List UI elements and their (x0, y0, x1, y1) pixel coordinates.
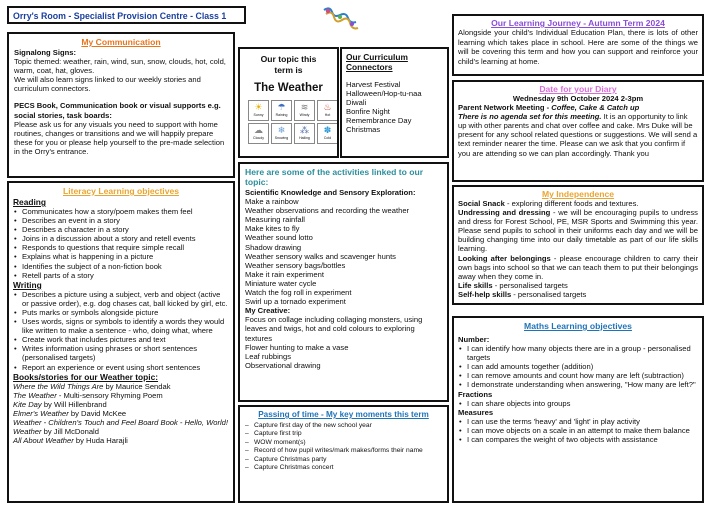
list-item: • I can identify how many objects there are in a group - personalised targets (458, 344, 698, 362)
fractions-title: Fractions (458, 389, 493, 399)
time-list (245, 422, 442, 472)
spiral-decoration-icon (318, 6, 362, 34)
connectors-title: Our Curriculum Connectors (346, 52, 408, 72)
activity-item: Focus on collage including collaging monsters, using leaves and twigs, hot and cold colours to exploring textures (245, 315, 423, 343)
list-item: • I can use the terms 'heavy' and 'light' in play activity (458, 417, 698, 426)
diary-agenda (458, 112, 698, 157)
list-item: – Capture Christmas party (245, 456, 442, 464)
weather-card: ♨ Hot (317, 100, 338, 121)
list-item: – Capture first trip (245, 430, 442, 438)
independence-panel (452, 185, 704, 305)
snow-icon: ❄ (277, 125, 286, 135)
list-item: – Capture first day of the new school year (245, 422, 442, 430)
pecs-title: PECS Book, Communication book or visual supports e.g. social stories, task boards: (14, 101, 221, 120)
cloud-icon: ☁ (254, 125, 263, 135)
activity-item: Swirl up a tornado experiment (245, 297, 346, 307)
list-item: • I can compares the weight of two objects with assistance (458, 435, 698, 444)
page-title-box (7, 6, 246, 24)
activity-item: Miniature water cycle (245, 278, 317, 288)
weather-card: ❄ Snowing (271, 123, 292, 144)
connector-item: Halloween/Hop-tu-naa (346, 89, 422, 99)
book-item: All About Weather by Huda Harajli (13, 436, 128, 446)
writing-title: Writing (13, 279, 42, 290)
connector-item: Remembrance Day (346, 116, 412, 126)
reading-title: Reading (13, 197, 47, 207)
diary-agenda-text: It is an opportunity to link up with other parents and chat over coffee and cake. Mrs Duke will be present for any school related questions or suggestions. We will send a text reminder nearer the time. Please can we ask that you confirm if you are attending so we can plan accordingly. Thank you (458, 112, 698, 158)
weather-card: ≋ Windy (294, 100, 315, 121)
activity-item: Flower hunting to make a vase (245, 342, 349, 352)
weather-card: ⁂ Hailing (294, 123, 315, 144)
list-item: • Communicates how a story/poem makes them feel (13, 207, 229, 216)
list-item: • I can move objects on a scale in an attempt to make them balance (458, 426, 698, 435)
weather-card: ✽ Cold (317, 123, 338, 144)
list-item: – WOW moment(s) (245, 439, 442, 447)
list-item: • I can remove amounts and count how many are left (subtraction) (458, 371, 698, 380)
hail-icon: ⁂ (300, 125, 309, 135)
activity-item: Make kites to fly (245, 224, 300, 234)
hot-icon: ♨ (323, 102, 332, 112)
topic-panel (238, 47, 339, 158)
connector-item: Bonfire Night (346, 107, 390, 117)
activity-item: Leaf rubbings (245, 351, 292, 361)
weather-card: ☀ Sunny (248, 100, 269, 121)
fractions-list (458, 399, 698, 408)
activity-item: Weather observations and recording the weather (245, 206, 410, 216)
writing-list (13, 290, 229, 372)
connector-item: Christmas (346, 125, 381, 135)
pecs-text: Please ask us for any visuals you need to support with home routines, changes or transitions and we will happily prepare these for you or please help yourself to the pre-made selection in the Orry's entrance. (14, 119, 225, 156)
number-list (458, 344, 698, 389)
list-item: – Record of how pupil writes/mark makes/forms their name (245, 447, 442, 455)
wind-icon: ≋ (300, 102, 309, 112)
scientific-title: Scientific Knowledge and Sensory Exploration: (245, 188, 416, 197)
book-item: Where the Wild Things Are by Maurice Sendak (13, 381, 171, 391)
list-item: • Explains what is happening in a picture (13, 252, 229, 261)
snack-item: Social Snack - exploring different foods and textures. (458, 199, 639, 208)
activity-item: Weather sensory bags/bottles (245, 260, 346, 270)
signalong-text-2: We will also learn signs linked to our weekly stories and curriculum connectors. (14, 75, 201, 94)
connector-item: Diwali (346, 98, 367, 108)
literacy-panel (7, 181, 235, 503)
time-heading: Passing of time - My key moments this term (258, 410, 429, 419)
reading-list (13, 207, 229, 280)
activity-item: Measuring rainfall (245, 215, 305, 225)
diary-panel (452, 80, 704, 182)
book-item: Elmer's Weather by David McKee (13, 408, 127, 418)
weather-card: ☂ Raining (271, 100, 292, 121)
book-item: The Weather - Multi-sensory Rhyming Poem (13, 390, 163, 400)
journey-panel (452, 14, 704, 76)
diary-meeting: Parent Network Meeting - Coffee, Cake & Catch up (458, 103, 640, 113)
time-panel (238, 405, 449, 503)
journey-text: Alongside your child's Individual Education Plan, there is lots of other learning which takes place in school. Here are some of the things we will be covering this term and how you can support and reinforce your child's learning at home. (458, 28, 698, 66)
sun-icon: ☀ (254, 102, 263, 112)
activity-item: Make it rain experiment (245, 269, 324, 279)
maths-heading: Maths Learning objectives (524, 321, 632, 331)
topic-name: The Weather (254, 82, 323, 94)
diary-date: Wednesday 9th October 2024 2-3pm (512, 94, 644, 103)
weather-card: ☁ Cloudy (248, 123, 269, 144)
belongings-item: Looking after belongings - please encourage children to carry their own bags into school so that we can teach them to put their belongings away when they come in. (458, 253, 699, 281)
diary-meeting-em: Coffee, Cake & Catch up (551, 103, 640, 113)
activity-item: Shadow drawing (245, 242, 302, 252)
list-item: – Capture Christmas concert (245, 464, 442, 472)
signalong-title: Signalong Signs: (14, 48, 77, 57)
list-item: • I demonstrate understanding when answering, "How many are left?" (458, 380, 698, 389)
list-item: • Uses words, signs or symbols to identify a words they would like written to make a sentence - who, doing what, where (13, 317, 229, 335)
activity-item: Make a rainbow (245, 197, 299, 207)
list-item: • Create work that includes pictures and text (13, 335, 229, 344)
list-item: • Retell parts of a story (13, 271, 229, 280)
page-title: Orry's Room - Specialist Provision Centre - Class 1 (13, 11, 227, 21)
list-item: • Describes an event in a story (13, 216, 229, 225)
creative-title: My Creative: (245, 306, 291, 316)
self-help-item: Self-help skills - personalised targets (458, 289, 587, 299)
number-title: Number: (458, 335, 490, 344)
topic-label: Our topic this term is (260, 54, 317, 75)
diary-agenda-em: There is no agenda set for this meeting. (458, 112, 602, 122)
connectors-panel (340, 47, 449, 158)
cold-icon: ✽ (323, 125, 332, 135)
measures-title: Measures (458, 407, 494, 417)
life-skills-item: Life skills - personalised targets (458, 280, 568, 290)
books-title: Books/stories for our Weather topic: (13, 371, 159, 382)
list-item: • Joins in a discussion about a story and retell events (13, 234, 229, 243)
dressing-item: Undressing and dressing - we will be encouraging pupils to undress and dress for Forest School, PE, MSR Sports and Swimming this year. Please send pupils to school in their uniforms each day and we will be building changing time into our daily timetable as part of our life skills learning. (458, 208, 698, 254)
measures-list (458, 417, 698, 444)
rain-icon: ☂ (277, 102, 286, 112)
activity-item: Watch the fog roll in experiment (245, 288, 352, 298)
diary-heading: Date for your Diary (539, 84, 617, 94)
book-item: Kite Day by Will Hillenbrand (13, 399, 107, 409)
activity-item: Observational drawing (245, 360, 321, 370)
communication-panel (7, 32, 235, 178)
list-item: • Identifies the subject of a non-fiction book (13, 262, 229, 271)
activities-heading: Here are some of the activities linked to our topic: (245, 167, 424, 187)
list-item: • Describes a character in a story (13, 225, 229, 234)
list-item: • Report an experience or event using short sentences (13, 363, 229, 372)
literacy-heading: Literacy Learning objectives (62, 186, 180, 196)
list-item: • Writes information using phrases or short sentences (personalised targets) (13, 344, 229, 362)
signalong-text: Topic themed: weather, rain, wind, sun, snow, clouds, hot, cold, warm, coat, hat, gloves. (14, 57, 226, 76)
list-item: • I can share objects into groups (458, 399, 698, 408)
activities-panel (238, 162, 449, 402)
maths-panel (452, 316, 704, 503)
weather-cards (248, 100, 334, 144)
list-item: • Puts marks or symbols alongside picture (13, 308, 229, 317)
connector-item: Harvest Festival (346, 80, 401, 89)
communication-heading: My Communication (81, 37, 161, 47)
book-item: Weather - Children's Touch and Feel Board Book - Hello, World! Weather by Jill McDonald (13, 417, 229, 437)
journey-heading: Our Learning Journey - Autumn Term 2024 (491, 18, 665, 28)
activity-item: Weather sensory walks and scavenger hunts (245, 251, 396, 261)
list-item: • I can add amounts together (addition) (458, 362, 698, 371)
list-item: • Responds to questions that require simple recall (13, 243, 229, 252)
list-item: • Describes a picture using a subject, verb and object (active or passive order), e.g. dog chases cat, ball kicked by girl, etc. (13, 290, 229, 308)
independence-heading: My Independence (541, 189, 615, 199)
activity-item: Weather sound lotto (245, 233, 313, 243)
